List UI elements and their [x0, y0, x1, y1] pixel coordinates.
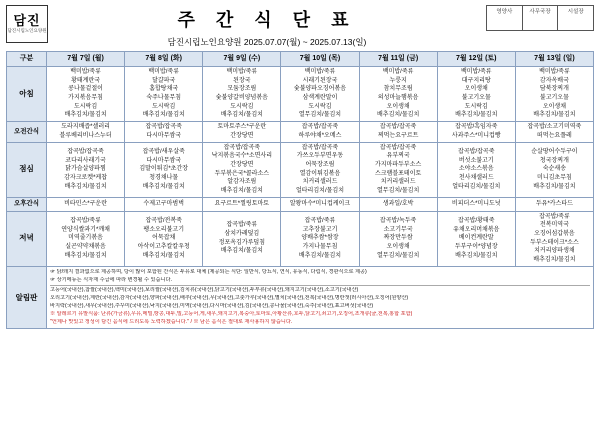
menu-item: 얼타리김치/물김치	[452, 183, 501, 190]
header-day-tue: 7월 8일 (화)	[125, 52, 203, 67]
menu-item: 다시마무쌈국	[146, 157, 182, 164]
menu-item: 숙주나물무침	[146, 95, 182, 102]
menu-item: 백미밥/죽류	[304, 69, 336, 75]
menu-item: 달걀파국	[152, 77, 176, 84]
organization-logo	[6, 5, 48, 43]
notice-line: 오리고기(국내산),계란(국내산),감자(국내산),양파(국내산),배추(국내산),무(국내산),고춧가루(국내산),멸치(국내산),전복(국내산),명란젓(러시아산),오징어(원양산)	[50, 295, 409, 302]
notice-line: ☞ 닭/돼지 결과없으로 제공하며, 당이 많이 포함된 간식은 두유로 대체 (제공되는 식단: 일반식, 당뇨식, 연식, 유동식, 다림식, 경관식으로 제공)	[50, 268, 367, 275]
menu-item: 전복미역국	[539, 222, 569, 229]
notice-label: 알림판	[7, 267, 47, 329]
menu-item: 시래기된장국	[302, 77, 338, 84]
menu-item: 숯불양갈비양념볶음	[215, 95, 268, 102]
menu-item: 의성마늘햄볶음	[377, 95, 419, 102]
menu-item: 버섯소불고기	[458, 157, 494, 164]
menu-item: 가지볶음무침	[68, 95, 103, 102]
menu-item: 백미밥/죽류	[382, 69, 414, 75]
menu-item: 배추김치/물김치	[533, 257, 576, 264]
menu-item: 삼치카레덮김	[224, 231, 260, 237]
header-day-mon: 7월 7일 (월)	[47, 52, 125, 67]
menu-item: 열무김치/물김치	[377, 187, 420, 194]
menu-item: 도시락김	[73, 103, 98, 110]
menu-item: 가지나물무침	[302, 244, 338, 251]
row-label: 아침	[7, 67, 47, 122]
menu-item: 소야소스볶음	[458, 166, 494, 173]
menu-cell	[47, 122, 125, 142]
menu-item: 오이생채	[464, 86, 488, 93]
header-day-sat: 7월 12일 (토)	[437, 52, 515, 67]
menu-item: 불고기오물	[539, 95, 569, 102]
menu-item: 황태계란국	[71, 77, 101, 84]
header-bar	[6, 4, 594, 48]
notice-line: ☞ 상기메뉴는 식자재 수급에 따라 변경될 수 있습니다.	[50, 276, 172, 283]
notice-panel	[6, 267, 594, 330]
menu-item: 청경채나물	[149, 174, 179, 181]
menu-item: 비타민스*구운란	[64, 200, 108, 207]
menu-cell	[125, 211, 203, 266]
menu-item: 배추김치/물김치	[455, 112, 498, 119]
menu-item: 배추김치/물김치	[64, 112, 107, 119]
menu-item: 정포옥김가루덮침	[218, 239, 266, 246]
menu-item: 된장국	[233, 77, 251, 84]
menu-item: 팽소오리불고기	[143, 226, 184, 233]
approval-cell-nutritionist: 영양사	[487, 6, 523, 30]
weekly-menu-table	[6, 51, 594, 267]
menu-row-4	[7, 211, 594, 266]
menu-item: 배추김치/물김치	[377, 112, 420, 119]
notice-body	[47, 267, 593, 329]
menu-cell	[125, 142, 203, 197]
menu-item: 양배추쌈*쌈장	[301, 235, 339, 242]
menu-item: 토마토주스*구운란	[217, 124, 267, 131]
menu-item: 감자크로켓*케찹	[64, 174, 108, 181]
row-label: 오후간식	[7, 197, 47, 211]
menu-item: 소고기무국	[383, 226, 413, 233]
menu-item: 잡곡밥/잡곡죽	[223, 144, 261, 151]
menu-item: 알감자조림	[227, 179, 257, 186]
menu-item: 두부스테이크*소스	[530, 239, 579, 246]
menu-item: 낙지볶음국수*소면사리	[211, 153, 272, 160]
menu-item: 숙순새송	[542, 166, 567, 173]
menu-item: 백미밥/죽류	[148, 69, 180, 75]
menu-item: 찌먹는요구르트	[377, 132, 419, 139]
menu-cell	[47, 211, 125, 266]
header-day-sun: 7월 13일 (일)	[515, 52, 593, 67]
menu-item: 사과주스*미니컵빵	[451, 132, 501, 139]
menu-item: 비피더스*미니도넛	[451, 200, 501, 207]
menu-cell	[359, 142, 437, 197]
menu-item: 김말이튀김*초간장	[139, 166, 189, 173]
menu-cell	[281, 142, 359, 197]
menu-item: 치커리양파생채	[534, 248, 575, 255]
menu-item: 잡곡밥/죽류	[226, 222, 258, 229]
menu-item: 배추김치/물김치	[142, 252, 185, 259]
menu-item: 백미밥/죽류	[539, 69, 570, 75]
menu-cell	[125, 197, 203, 211]
approval-cell-director: 사무국장	[523, 6, 559, 30]
menu-item: 대구지리탕	[461, 77, 491, 84]
menu-cell	[515, 67, 593, 122]
menu-cell	[437, 211, 515, 266]
menu-item: 요구르트*찔링토마토	[214, 200, 270, 207]
menu-cell	[515, 197, 593, 211]
menu-item: 유채오리머채볶음	[453, 226, 500, 233]
menu-item: 배추김치/물김치	[298, 252, 342, 259]
menu-item: 열무김치/물김치	[298, 112, 342, 119]
menu-item: 실곤약약채볶음	[65, 244, 106, 251]
menu-cell	[47, 142, 125, 197]
menu-row-0	[7, 67, 594, 122]
menu-cell	[359, 122, 437, 142]
menu-cell	[359, 197, 437, 211]
menu-item: 백미밥/죽류	[70, 69, 101, 75]
row-label: 오전간식	[7, 122, 47, 142]
menu-item: 잡곡밥/잡곡죽	[67, 148, 104, 155]
menu-cell	[281, 211, 359, 266]
menu-item: 잡곡밥/흑임자죽	[455, 124, 498, 131]
menu-cell	[281, 197, 359, 211]
menu-cell	[359, 211, 437, 266]
menu-cell	[47, 197, 125, 211]
menu-item: 잡곡밥/황태죽	[458, 217, 495, 224]
menu-item: 열무김치/물김치	[377, 252, 420, 259]
notice-line: 고등어(국내산),찹쌀(국내산),백미(국내산),보리쌀(국내산),김치류(국내산),닭고기(국내산),두부류(국내산),돼지고기(국내산),소고기(국내산)	[50, 287, 359, 294]
menu-item: 잡곡밥/잡곡죽	[379, 124, 417, 131]
menu-item: 베이컨계란말	[458, 235, 494, 242]
menu-cell	[203, 67, 281, 122]
menu-item: 아삭이고추칼칼우청	[137, 244, 190, 251]
table-body	[7, 67, 594, 267]
menu-cell	[203, 211, 281, 266]
header-category: 구분	[7, 52, 47, 67]
title-block	[48, 4, 486, 48]
menu-item: 짜장만두쌈	[383, 235, 413, 242]
table-header-row	[7, 52, 594, 67]
menu-item: 배추김치/물김치	[64, 183, 107, 190]
menu-cell	[281, 67, 359, 122]
menu-item: 떠먹는요플레	[537, 132, 572, 139]
menu-item: 잡곡밥/죽류	[304, 217, 336, 224]
menu-item: 잡곡밥/죽류	[539, 213, 570, 220]
menu-item: 오이생채	[386, 244, 410, 251]
menu-item: 가지마파두부소스	[374, 161, 422, 168]
menu-cell	[203, 197, 281, 211]
menu-item: 콩나물겉절이	[68, 86, 103, 93]
menu-item: 간장당면	[230, 132, 254, 139]
logo-subtext: 담진시립노인요양원	[7, 28, 47, 34]
menu-cell	[437, 197, 515, 211]
menu-item: 배추김치/물김치	[533, 183, 576, 190]
menu-item: 백미밥/죽류	[226, 69, 258, 75]
menu-item: 담북장찌개	[539, 86, 569, 93]
menu-cell	[125, 67, 203, 122]
menu-row-1	[7, 122, 594, 142]
menu-item: 도시락김	[152, 103, 176, 110]
menu-cell	[203, 142, 281, 197]
menu-item: 알왕마수*미니컵케이크	[289, 200, 351, 207]
menu-item: 잡곡밥/새우살죽	[142, 148, 185, 155]
menu-item: 배추김치/물김치	[220, 187, 263, 194]
menu-item: 배추김치/물김치	[142, 112, 185, 119]
header-day-fri: 7월 11일 (금)	[359, 52, 437, 67]
menu-item: 얼타리김치/물김치	[295, 187, 345, 194]
menu-item: 도시락김	[464, 103, 488, 110]
approval-cell-chief: 시설장	[567, 9, 584, 15]
menu-item: 어묵잡채	[152, 235, 176, 242]
menu-item: 배추김치/물김치	[220, 248, 263, 255]
row-label: 점심	[7, 142, 47, 197]
menu-cell	[515, 142, 593, 197]
notice-divider	[50, 285, 590, 286]
menu-row-3	[7, 197, 594, 211]
menu-item: 두유*카스타드	[535, 200, 573, 207]
menu-item: 오징어섬갑볶음	[534, 231, 575, 237]
logo-text: 담진	[13, 13, 41, 29]
menu-item: 치커리샐러드	[380, 179, 416, 186]
menu-item: 배추김치/물김치	[142, 183, 185, 190]
menu-cell	[515, 122, 593, 142]
menu-item: 하루야채*오메스	[298, 132, 342, 139]
header-day-thu: 7월 10일 (목)	[281, 52, 359, 67]
menu-item: 연양식쌀과기*깨채	[61, 226, 110, 233]
menu-item: 감자옥배국	[539, 77, 569, 84]
notice-line: 바지락(국내산),새우(국내산),주꾸미(국내산),낙지(국내산),미역(국내산),다시마(국내산),김(국내산),콩나물(국내산),숙주(국내산),표고버섯(국내산)	[50, 302, 374, 309]
menu-item: 누룽지	[389, 77, 407, 84]
menu-item: 닭가슴살양파찜	[65, 166, 106, 173]
menu-item: 숯불양파오징어볶음	[293, 86, 347, 93]
menu-item: 오이생채	[542, 103, 567, 110]
menu-item: 잡곡밥/녹두죽	[379, 217, 417, 224]
menu-item: 치커리샐러드	[302, 179, 338, 186]
menu-item: 백미밥/죽류	[460, 69, 492, 75]
header-day-wed: 7월 9일 (수)	[203, 52, 281, 67]
menu-item: 천사채샐러드	[458, 174, 494, 181]
menu-item: 배추김치/물김치	[455, 252, 498, 259]
menu-item: 다시마무쌈국	[146, 132, 182, 139]
notice-line: "언제나 맛있고 정성이 담긴 음식에 드리도록 노력하겠습니다." / ※ 남은 음식은 절대로 재사용하지 않습니다.	[50, 318, 293, 325]
menu-item: 미역줄기볶음	[68, 235, 103, 242]
menu-item: 미니김초무침	[537, 174, 572, 181]
menu-cell	[47, 67, 125, 122]
menu-item: 순살땅어수두구이	[531, 148, 578, 155]
menu-item: 열감이튀김볶음	[299, 170, 341, 177]
menu-item: 모둠장조림	[227, 86, 257, 93]
menu-cell	[359, 67, 437, 122]
menu-item: 스크램블포테이토	[374, 170, 422, 177]
menu-item: 잡곡밥/소고기미역죽	[527, 124, 582, 131]
menu-item: 배추김치/물김치	[533, 112, 576, 119]
menu-item: 배추김치/물김치	[220, 112, 263, 119]
menu-item: 어묵장조림	[305, 161, 335, 168]
menu-item: 참치무조림	[383, 86, 413, 93]
menu-item: 잡곡밥/잡곡죽	[458, 148, 495, 155]
menu-item: 도라지배즙*셀러리	[61, 124, 110, 131]
menu-item: 유부찌국	[386, 153, 410, 160]
menu-item: 배추김치/물김치	[64, 252, 107, 259]
page-title: 주 간 식 단 표	[177, 10, 357, 30]
menu-cell	[125, 122, 203, 142]
menu-item: 수제고구마범벅	[143, 200, 184, 207]
menu-item: 잡곡밥/잡곡죽	[145, 124, 182, 131]
menu-item: 잡곡밥/전복죽	[145, 217, 182, 224]
row-label: 저녁	[7, 211, 47, 266]
menu-item: 코다리사래기국	[65, 157, 106, 164]
menu-item: 오이생채	[386, 103, 410, 110]
menu-item: 도시락김	[230, 103, 254, 110]
page-subtitle: 담진시립노인요양원 2025.07.07(월) ~ 2025.07.13(일)	[167, 37, 367, 47]
menu-item: 잡곡밥/죽류	[70, 217, 101, 224]
menu-cell	[203, 122, 281, 142]
menu-item: 잡곡밥/잡곡죽	[379, 144, 417, 151]
menu-item: 간장당면	[230, 161, 254, 168]
menu-cell	[437, 142, 515, 197]
menu-item: 잡곡밥/잡곡죽	[301, 124, 339, 131]
menu-cell	[437, 67, 515, 122]
menu-item: 고추장불고기	[302, 226, 338, 233]
menu-row-2	[7, 142, 594, 197]
menu-cell	[281, 122, 359, 142]
menu-cell	[437, 122, 515, 142]
menu-item: 블루베리비나스누더	[59, 132, 112, 139]
menu-item: 청국장찌개	[539, 157, 569, 164]
menu-cell	[515, 211, 593, 266]
approval-box	[486, 5, 594, 31]
menu-item: 불고기오물	[461, 95, 491, 102]
notice-line: ※ 알레르기 유발식품: 난류(가금류),우유,메밀,땅콩,대두,밀,고등어,게,새우,돼지고기,복숭아,토마토,아황산류,호두,닭고기,쇠고기,오징어,조개류(굴,전복,홍합 포함)	[50, 310, 413, 317]
menu-item: 삼색계란말이	[302, 95, 338, 102]
menu-item: 홈합탕채국	[149, 86, 179, 93]
menu-item: 잡곡밥/잡곡죽	[301, 144, 339, 151]
menu-item: 도시락김	[308, 103, 332, 110]
menu-item: 두부볶은국*콜라소스	[214, 170, 270, 177]
menu-item: 생과일/호박	[382, 200, 414, 207]
menu-item: 두부구이*양념장	[454, 244, 498, 251]
menu-item: 가쓰오두부면우동	[296, 153, 344, 160]
